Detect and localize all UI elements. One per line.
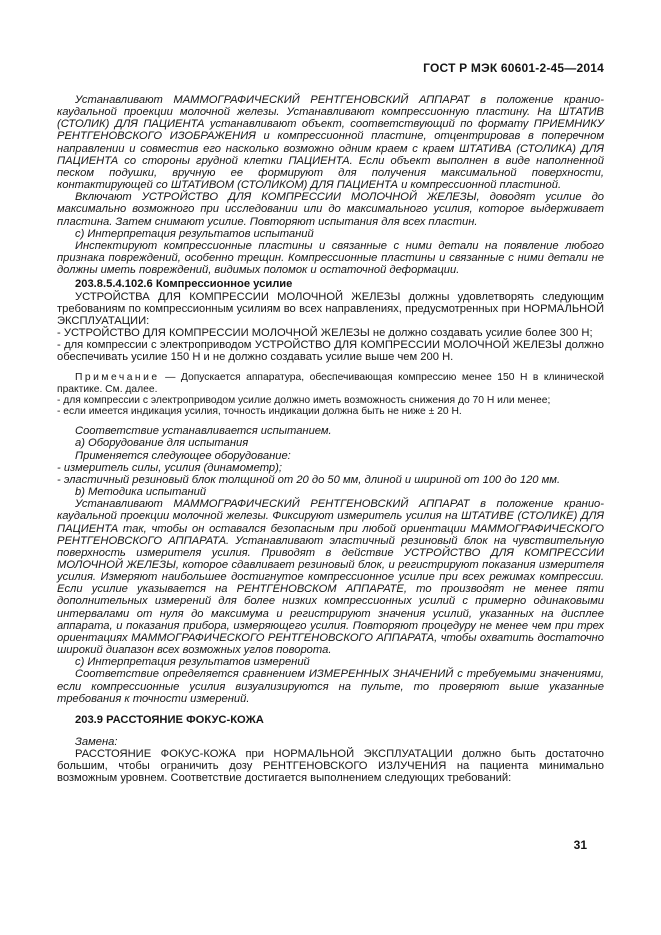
note-block bbox=[57, 372, 604, 394]
paragraph-compression-test: Включают УСТРОЙСТВО ДЛЯ КОМПРЕССИИ МОЛОЧНОЙ ЖЕЛЕЗЫ, доводят усилие до максимально возможного при исследовании или до максимального усилия, которое выдерживает пластина. Затем снимают усилие. Повторяют испытания для всех пластин. bbox=[57, 191, 604, 228]
page-number: 31 bbox=[573, 838, 587, 852]
paragraph-compliance-comparison: Соответствие определяется сравнением ИЗМЕРЕННЫХ ЗНАЧЕНИЙ с требуемыми значениями, если компрессионные усилия визуализируются на пульте, то проверяют выше указанные требования к точности измерений. bbox=[57, 668, 604, 705]
list-item-force-150-200: - для компрессии с электроприводом УСТРОЙСТВО ДЛЯ КОМПРЕССИИ МОЛОЧНОЙ ЖЕЛЕЗЫ должно обеспечивать усилие 150 Н и не должно создавать усилие выше чем 200 Н. bbox=[57, 339, 604, 364]
subclause-c-results-interpretation: c) Интерпретация результатов испытаний bbox=[75, 227, 314, 240]
subclause-a-test-equipment: a) Оборудование для испытания bbox=[75, 437, 249, 450]
note-list-item-20n: - если имеется индикация усилия, точность индикации должна быть не ниже ± 20 Н. bbox=[57, 406, 462, 418]
section-heading-focal-skin-distance: 203.9 РАССТОЯНИЕ ФОКУС-КОЖА bbox=[75, 713, 264, 726]
section-heading-compression-force: 203.8.5.4.102.6 Компрессионное усилие bbox=[75, 278, 293, 291]
paragraph-equipment-intro: Применяется следующее оборудование: bbox=[75, 449, 291, 462]
note-text: — Допускается аппаратура, обеспечивающая компрессию менее 150 Н в клинической практике. См. далее. bbox=[57, 372, 604, 395]
paragraph-compliance-statement: Соответствие устанавливается испытанием. bbox=[75, 425, 332, 438]
document-body bbox=[57, 94, 604, 785]
list-item-dynamometer: - измеритель силы, усилия (динамометр); bbox=[57, 461, 282, 474]
note-label: Примечание bbox=[75, 372, 160, 384]
list-item-force-limit-300: - УСТРОЙСТВО ДЛЯ КОМПРЕССИИ МОЛОЧНОЙ ЖЕЛЕЗЫ не должно создавать усилие более 300 Н; bbox=[57, 326, 593, 339]
list-item-rubber-block: - эластичный резиновый блок толщиной от 20 до 50 мм, длиной и шириной от 100 до 120 мм. bbox=[57, 473, 561, 486]
paragraph-focal-skin-distance: РАССТОЯНИЕ ФОКУС-КОЖА при НОРМАЛЬНОЙ ЭКСПЛУАТАЦИИ должно быть достаточно большим, чтобы ограничить дозу РЕНТГЕНОВСКОГО ИЗЛУЧЕНИЯ на пациента минимально возможным уровнем. Соответствие достигается выполнением следующих требований: bbox=[57, 748, 604, 785]
note-list-item-70n: - для компрессии с электроприводом усилие должно иметь возможность снижения до 70 Н или менее; bbox=[57, 394, 551, 406]
paragraph-inspection: Инспектируют компрессионные пластины и связанные с ними детали на появление любого признака повреждений, особенно трещин. Компрессионные пластины и связанные с ними детали не должны иметь повреждений, видимых поломок и остаточной деформации. bbox=[57, 239, 604, 277]
paragraph-requirements-intro: УСТРОЙСТВА ДЛЯ КОМПРЕССИИ МОЛОЧНОЙ ЖЕЛЕЗЫ должны удовлетворять следующим требованиям по компрессионным усилиям во всех направлениях, предусмотренных при НОРМАЛЬНОЙ ЭКСПЛУАТАЦИИ: bbox=[57, 290, 604, 327]
paragraph-test-method: Устанавливают МАММОГРАФИЧЕСКИЙ РЕНТГЕНОВСКИЙ АППАРАТ в положение кранио-каудальной проекции молочной железы. Фиксируют измеритель усилия на ШТАТИВЕ (СТОЛИКЕ) ДЛЯ ПАЦИЕНТА так, чтобы он оставался безопасным при любой ориентации МАММОГРАФИЧЕСКОГО РЕНТГЕНОВСКОГО АППАРАТА. Устанавливают эластичный резиновый блок на чувствительную поверхность измерителя усилия. Приводят в действие УСТРОЙСТВО ДЛЯ КОМПРЕССИИ МОЛОЧНОЙ ЖЕЛЕЗЫ, которое сдавливает резиновый блок, и регистрируют показания измерителя усилия. Измеряют наибольшее достигнутое компрессионное усилие при всех режимах компрессии. Если усилие указывается на РЕНТГЕНОВСКОМ АППАРАТЕ, то производят не менее пяти дополнительных измерений для более низких компрессионных усилий с примерно одинаковыми интервалами от нуля до максимума и регистрируют значения усилий, указанных на дисплее аппарата, и показания прибора, измеряющего усилия. Повторяют процедуру не менее чем при трех ориентациях МАММОГРАФИЧЕСКОГО РЕНТГЕНОВСКОГО АППАРАТА, чтобы охватить достаточно широкий диапазон всех возможных углов поворота. bbox=[57, 498, 604, 657]
paragraph-replacement-label: Замена: bbox=[75, 736, 118, 748]
subclause-c-measurement-interpretation: c) Интерпретация результатов измерений bbox=[75, 656, 310, 669]
document-code-header: ГОСТ Р МЭК 60601-2-45—2014 bbox=[423, 61, 604, 75]
paragraph-test-setup: Устанавливают МАММОГРАФИЧЕСКИЙ РЕНТГЕНОВСКИЙ АППАРАТ в положение кранио-каудальной проекции молочной железы. Устанавливают компрессионную пластину. На ШТАТИВ (СТОЛИК) ДЛЯ ПАЦИЕНТА устанавливают объект, соответствующий по формату ПРИЕМНИКУ РЕНТГЕНОВСКОГО ИЗОБРАЖЕНИЯ и компрессионной пластине, отцентрировав в поперечном направлении и совместив его насколько возможно одним краем с краем ШТАТИВА (СТОЛИКА) ДЛЯ ПАЦИЕНТА со стороны грудной клетки ПАЦИЕНТА. Если объект выполнен в виде наполненной песком подушки, вручную ее формируют для получения максимальной поверхности, контактирующей со ШТАТИВОМ (СТОЛИКОМ) ДЛЯ ПАЦИЕНТА и компрессионной пластиной. bbox=[57, 94, 604, 192]
subclause-b-test-method: b) Методика испытаний bbox=[75, 486, 207, 499]
